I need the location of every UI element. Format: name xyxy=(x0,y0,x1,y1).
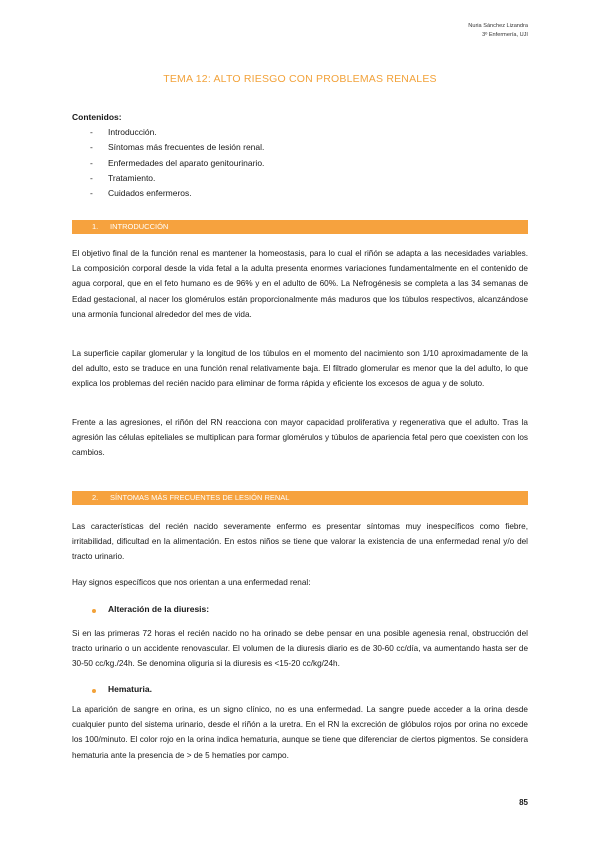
bullet-heading-text: Hematuria. xyxy=(108,684,152,694)
paragraph: El objetivo final de la función renal es mantener la homeostasis, para lo cual el riñón se adapta a las necesidades variables. La composición corporal desde la vida fetal a la adulta presenta enormes variaciones fundamentalmente en el contenido de agua corporal, que en el feto humano es de 96% y en el adulto de 60%. La Nefrogénesis se completa a las 34 semanas de Edad gestacional, al nacer los glomérulos están proporcionalmente más maduros que los túbulos respectivos, alcanzándose una armonía funcional alrededor del mes de vida. xyxy=(72,249,528,319)
paragraph: Si en las primeras 72 horas el recién nacido no ha orinado se debe pensar en una posible agenesia renal, obstrucción del tracto urinario o un accidente renovascular. El volumen de la diuresis diario es de 30-60 cc/día, va aumentando hasta ser de 30-50 cc/kg./24h. Se denomina oliguria si la diuresis es <15-20 cc/kg/24h. xyxy=(72,629,528,669)
author-name: Nuria Sánchez Lizandra xyxy=(468,23,528,29)
contents-item: - Cuidados enfermeros. xyxy=(72,186,264,201)
bullet-heading xyxy=(92,684,152,694)
table-of-contents xyxy=(72,110,264,201)
contents-item: - Enfermedades del aparato genitourinario. xyxy=(72,156,264,171)
page-number: 85 xyxy=(519,798,528,807)
section-heading-sintomas xyxy=(72,491,528,505)
page-header xyxy=(468,22,528,40)
paragraph: Las características del recién nacido severamente enfermo es presentar síntomas muy inespecíficos como fiebre, irritabilidad, dificultad en la alimentación. En estos niños se tiene que valorar la existencia de una enfermedad renal y/o del tracto urinario. xyxy=(72,522,528,562)
paragraph: Frente a las agresiones, el riñón del RN reacciona con mayor capacidad proliferativa y regenerativa que el adulto. Tras la agresión las células epiteliales se multiplican para formar glomérulos y túbulos de apariencia fetal pero que coexisten con los cambios. xyxy=(72,418,528,458)
contents-item: - Introducción. xyxy=(72,125,264,140)
section-title: INTRODUCCIÓN xyxy=(110,222,169,231)
bullet-heading-text: Alteración de la diuresis: xyxy=(108,604,210,614)
paragraph: Hay signos específicos que nos orientan a una enfermedad renal: xyxy=(72,578,311,587)
contents-item: - Síntomas más frecuentes de lesión renal. xyxy=(72,140,264,155)
paragraph: La superficie capilar glomerular y la longitud de los túbulos en el momento del nacimiento son 1/10 aproximadamente de la del adulto, esto se traduce en una función renal relativamente baja. El filtrado glomerular es menor que la del adulto, lo que explica los problemas del recién nacido para eliminar de forma rápida y eficiente los excesos de agua y de soluto. xyxy=(72,349,528,389)
contents-label: Contenidos: xyxy=(72,112,122,122)
paragraph: La aparición de sangre en orina, es un signo clínico, no es una enfermedad. La sangre puede acceder a la orina desde cualquier punto del sistema urinario, desde el riñón a la uretra. En el RN la excreción de glóbulos rojos por orina no excede los 100/minuto. El color rojo en la orina indica hematuria, aunque se tiene que diferenciar de ciertos pigmentos. Se considera hematuria ante la presencia de > de 5 hematíes por campo. xyxy=(72,705,528,760)
section-heading-introduccion xyxy=(72,220,528,234)
contents-item: - Tratamiento. xyxy=(72,171,264,186)
section-title: SÍNTOMAS MÁS FRECUENTES DE LESIÓN RENAL xyxy=(110,493,290,502)
course-name: 3º Enfermería, UJI xyxy=(482,32,528,38)
section-number: 2. xyxy=(92,493,99,502)
bullet-heading xyxy=(92,604,209,614)
document-title: TEMA 12: ALTO RIESGO CON PROBLEMAS RENALES xyxy=(163,73,437,85)
section-number: 1. xyxy=(92,222,99,231)
